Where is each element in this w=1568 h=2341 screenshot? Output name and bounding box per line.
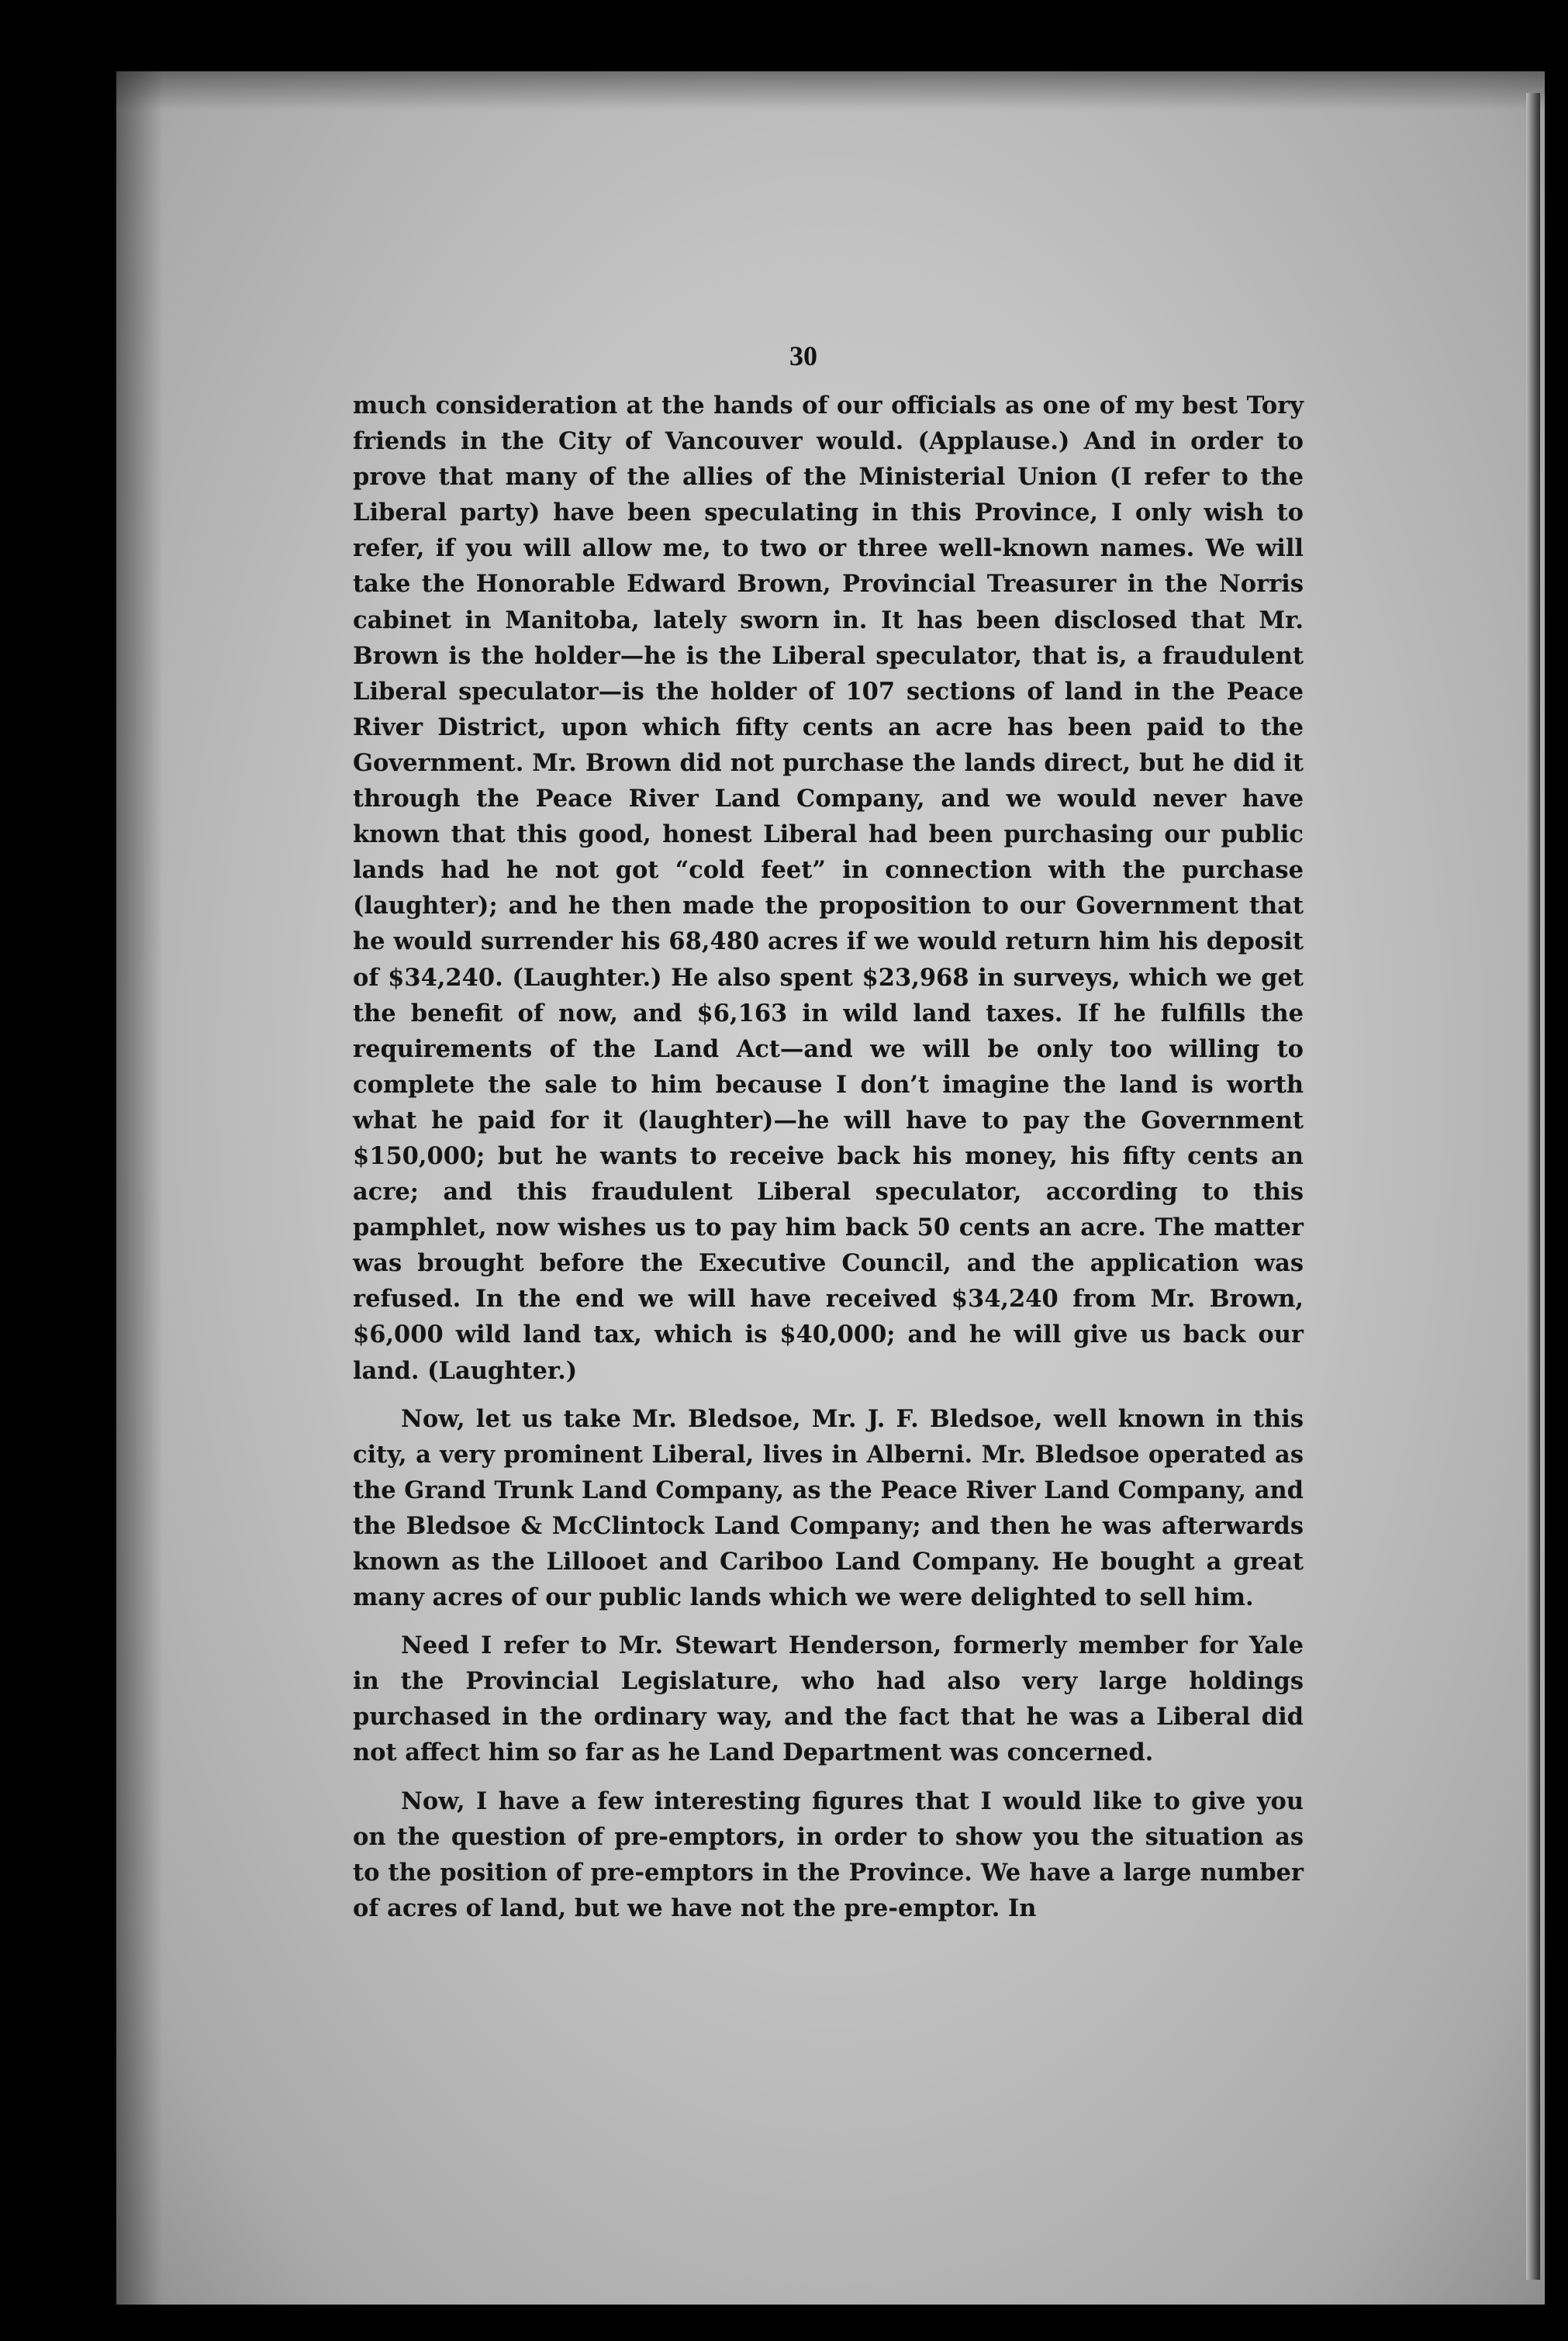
paragraph-3: Need I refer to Mr. Stewart Henderson, formerly member for Yale in the Provincial Legislature, who had also very large holdings purchased in the ordinary way, and the fact that he was a Liberal did not affect him so far as he Land Department was concerned. xyxy=(353,1631,1304,1767)
body-text xyxy=(353,388,1304,1926)
paragraph-4: Now, I have a few interesting figures that I would like to give you on the question of pre-emptors, in order to show you the situation as to the position of pre-emptors in the Province. We have a large number of acres of land, but we have not the pre-emptor. In xyxy=(353,1787,1304,1922)
page-number: 30 xyxy=(789,340,817,371)
top-edge-shadow xyxy=(116,71,1545,110)
paragraph-2: Now, let us take Mr. Bledsoe, Mr. J. F. Bledsoe, well known in this city, a very prominent Liberal, lives in Alberni. Mr. Bledsoe operated as the Grand Trunk Land Company, as the Peace River Land Company, and the Bledsoe & McClintock Land Company; and then he was afterwards known as the Lillooet and Cariboo Land Company. He bought a great many acres of our public lands which we were delighted to sell him. xyxy=(353,1404,1304,1612)
paragraph-1: much consideration at the hands of our officials as one of my best Tory friends in the City of Vancouver would. (Applause.) And in order to prove that many of the allies of the Ministerial Union (I refer to the Liberal party) have been speculating in this Province, I only wish to refer, if you will allow me, to two or three well-known names. We will take the Honorable Edward Brown, Provincial Treasurer in the Norris cabinet in Manitoba, lately sworn in. It has been disclosed that Mr. Brown is the holder—he is the Liberal speculator, that is, a fraudulent Liberal speculator—is the holder of 107 sections of land in the Peace River District, upon which fifty cents an acre has been paid to the Government. Mr. Brown did not purchase the lands direct, but he did it through the Peace River Land Company, and we would never have known that this good, honest Liberal had been purchasing our public lands had he not got “cold feet” in connection with the purchase (laughter); and he then made the proposition to our Government that he would surrender his 68,480 acres if we would return him his deposit of $34,240. (Laughter.) He also spent $23,968 in surveys, which we get the benefit of now, and $6,163 in wild land taxes. If he fulfills the requirements of the Land Act—and we will be only too willing to complete the sale to him because I don’t imagine the land is worth what he paid for it (laughter)—he will have to pay the Government $150,000; but he wants to receive back his money, his fifty cents an acre; and this fraudulent Liberal speculator, according to this pamphlet, now wishes us to pay him back 50 cents an acre. The matter was brought before the Executive Council, and the application was refused. In the end we will have received $34,240 from Mr. Brown, $6,000 wild land tax, which is $40,000; and he will give us back our land. (Laughter.) xyxy=(353,392,1304,1385)
binding-shadow xyxy=(116,71,163,2305)
page-edge xyxy=(1526,93,1540,2280)
